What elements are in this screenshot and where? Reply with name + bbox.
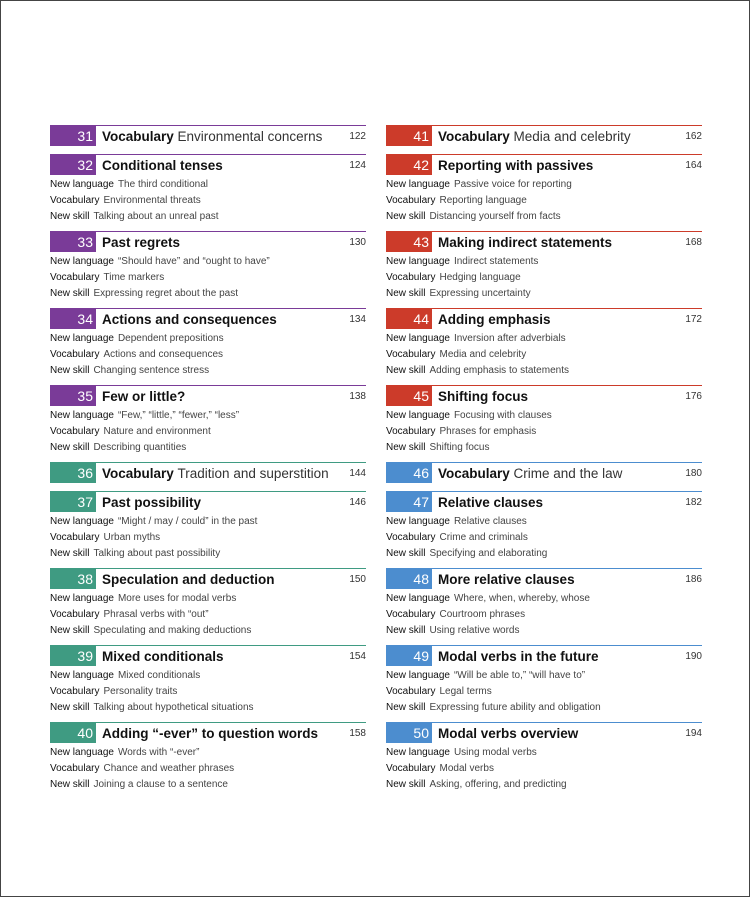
page-number: 168 <box>685 237 702 248</box>
detail-value: Hedging language <box>439 271 521 283</box>
unit-details <box>386 177 702 224</box>
toc-entry-40[interactable] <box>50 722 366 792</box>
detail-value: Time markers <box>103 271 165 283</box>
toc-entry-header <box>386 231 702 254</box>
detail-label: New skill <box>50 287 90 299</box>
detail-line <box>386 591 702 607</box>
detail-label: New skill <box>50 210 90 222</box>
vocabulary-title <box>438 464 622 484</box>
detail-value: Speculating and making deductions <box>93 624 252 636</box>
detail-line <box>50 440 366 456</box>
detail-label: Vocabulary <box>386 762 436 774</box>
page-number: 150 <box>349 574 366 585</box>
vocabulary-topic: Tradition and superstition <box>177 466 329 481</box>
detail-line <box>50 254 366 270</box>
page-number: 194 <box>685 728 702 739</box>
detail-value: Phrasal verbs with “out” <box>103 608 209 620</box>
unit-title <box>438 724 578 744</box>
detail-line <box>386 440 702 456</box>
detail-value: Urban myths <box>103 531 161 543</box>
detail-label: New skill <box>386 547 426 559</box>
title-text: Vocabulary <box>102 466 174 481</box>
toc-entry-header <box>50 722 366 745</box>
toc-entry-47[interactable] <box>386 491 702 561</box>
detail-line <box>386 331 702 347</box>
detail-label: Vocabulary <box>50 348 100 360</box>
unit-details <box>386 745 702 792</box>
unit-number-badge: 50 <box>386 723 432 743</box>
detail-value: Phrases for emphasis <box>439 425 537 437</box>
unit-number-badge: 40 <box>50 723 96 743</box>
toc-entry-33[interactable] <box>50 231 366 301</box>
detail-value: Asking, offering, and predicting <box>429 778 567 790</box>
detail-label: Vocabulary <box>386 194 436 206</box>
detail-label: Vocabulary <box>386 271 436 283</box>
detail-line <box>386 546 702 562</box>
title-text: Relative clauses <box>438 495 544 510</box>
toc-entry-header <box>50 231 366 254</box>
detail-value: “Few,” “little,” “fewer,” “less” <box>117 410 240 421</box>
unit-details <box>50 408 366 455</box>
page-number: 138 <box>349 391 366 402</box>
unit-title <box>102 647 224 667</box>
title-text: Shifting focus <box>438 389 528 404</box>
detail-label: New language <box>50 593 114 604</box>
toc-entry-48[interactable] <box>386 568 702 638</box>
toc-entry-35[interactable] <box>50 385 366 455</box>
detail-label: New skill <box>50 441 90 453</box>
detail-label: New language <box>386 410 450 421</box>
unit-details <box>386 514 702 561</box>
detail-label: New language <box>386 256 450 267</box>
detail-label: Vocabulary <box>50 531 100 543</box>
detail-label: New skill <box>50 547 90 559</box>
detail-line <box>386 530 702 546</box>
detail-value: Shifting focus <box>429 441 490 453</box>
toc-entry-41[interactable] <box>386 125 702 148</box>
toc-entry-49[interactable] <box>386 645 702 715</box>
unit-number-badge: 37 <box>50 492 96 512</box>
page-number: 172 <box>685 314 702 325</box>
unit-details <box>50 331 366 378</box>
detail-value: Mixed conditionals <box>117 670 201 681</box>
unit-details <box>50 745 366 792</box>
detail-label: New language <box>386 516 450 527</box>
detail-value: Expressing future ability and obligation <box>429 701 601 713</box>
vocabulary-title <box>102 127 322 147</box>
title-text: Few or little? <box>102 389 186 404</box>
detail-value: “Will be able to,” “will have to” <box>453 670 586 681</box>
unit-number-badge: 33 <box>50 232 96 252</box>
unit-title <box>438 233 612 253</box>
page-number: 176 <box>685 391 702 402</box>
title-text: Making indirect statements <box>438 235 613 250</box>
page-number: 124 <box>349 160 366 171</box>
detail-label: New skill <box>50 701 90 713</box>
unit-details <box>386 254 702 301</box>
detail-label: Vocabulary <box>386 348 436 360</box>
unit-title <box>102 724 318 744</box>
toc-entry-43[interactable] <box>386 231 702 301</box>
detail-line <box>50 668 366 684</box>
title-text: Conditional tenses <box>102 158 223 173</box>
detail-label: New skill <box>386 210 426 222</box>
toc-entry-header <box>386 722 702 745</box>
detail-label: Vocabulary <box>50 425 100 437</box>
detail-line <box>50 777 366 793</box>
detail-value: “Might / may / could” in the past <box>117 516 258 527</box>
detail-line <box>50 193 366 209</box>
detail-line <box>386 209 702 225</box>
detail-value: Describing quantities <box>93 441 187 453</box>
detail-value: Crime and criminals <box>439 531 528 543</box>
unit-title <box>102 310 277 330</box>
unit-title <box>102 387 185 407</box>
detail-value: Changing sentence stress <box>93 364 210 376</box>
detail-label: New language <box>386 670 450 681</box>
detail-value: Inversion after adverbials <box>453 333 566 344</box>
detail-value: Where, when, whereby, whose <box>453 593 590 604</box>
detail-line <box>386 607 702 623</box>
detail-value: Legal terms <box>439 685 492 697</box>
detail-line <box>50 530 366 546</box>
detail-value: Distancing yourself from facts <box>429 210 561 222</box>
unit-number-badge: 34 <box>50 309 96 329</box>
unit-number-badge: 46 <box>386 463 432 483</box>
detail-line <box>50 700 366 716</box>
unit-details <box>386 331 702 378</box>
toc-entry-34[interactable] <box>50 308 366 378</box>
toc-entry-44[interactable] <box>386 308 702 378</box>
detail-line <box>386 745 702 761</box>
detail-value: Chance and weather phrases <box>103 762 235 774</box>
unit-number-badge: 38 <box>50 569 96 589</box>
toc-entry-46[interactable] <box>386 462 702 485</box>
detail-label: New skill <box>386 701 426 713</box>
page-number: 162 <box>685 131 702 142</box>
toc-entry-header <box>386 308 702 331</box>
toc-entry-header <box>50 308 366 331</box>
unit-number-badge: 32 <box>50 155 96 175</box>
detail-line <box>386 347 702 363</box>
unit-number-badge: 36 <box>50 463 96 483</box>
toc-entry-38[interactable] <box>50 568 366 638</box>
detail-label: New language <box>386 333 450 344</box>
toc-entry-header <box>50 385 366 408</box>
detail-label: Vocabulary <box>50 194 100 206</box>
detail-value: The third conditional <box>117 179 208 190</box>
detail-label: Vocabulary <box>386 685 436 697</box>
detail-value: Talking about an unreal past <box>93 210 219 222</box>
detail-line <box>50 347 366 363</box>
detail-line <box>50 177 366 193</box>
detail-line <box>50 761 366 777</box>
detail-label: New language <box>50 256 114 267</box>
detail-line <box>50 514 366 530</box>
detail-line <box>386 761 702 777</box>
unit-number-badge: 39 <box>50 646 96 666</box>
title-text: Modal verbs in the future <box>438 649 599 664</box>
vocabulary-topic: Environmental concerns <box>177 129 323 144</box>
detail-line <box>386 777 702 793</box>
detail-label: Vocabulary <box>50 608 100 620</box>
detail-value: Talking about past possibility <box>93 547 221 559</box>
toc-entry-45[interactable] <box>386 385 702 455</box>
toc-entry-header <box>50 491 366 514</box>
detail-value: Talking about hypothetical situations <box>93 701 254 713</box>
toc-entry-header <box>50 568 366 591</box>
detail-label: New skill <box>386 364 426 376</box>
detail-value: Using relative words <box>429 624 520 636</box>
detail-value: Nature and environment <box>103 425 211 437</box>
detail-line <box>386 286 702 302</box>
detail-line <box>386 623 702 639</box>
title-text: Vocabulary <box>438 129 510 144</box>
unit-number-badge: 45 <box>386 386 432 406</box>
detail-line <box>386 270 702 286</box>
toc-entry-32[interactable] <box>50 154 366 224</box>
toc-entry-header <box>386 154 702 177</box>
page-number: 182 <box>685 497 702 508</box>
detail-line <box>50 270 366 286</box>
toc-entry-header <box>50 125 366 148</box>
detail-value: More uses for modal verbs <box>117 593 237 604</box>
detail-label: New skill <box>50 778 90 790</box>
page-number: 134 <box>349 314 366 325</box>
detail-value: Modal verbs <box>439 762 494 774</box>
vocabulary-topic: Media and celebrity <box>513 129 631 144</box>
unit-number-badge: 31 <box>50 126 96 146</box>
unit-number-badge: 49 <box>386 646 432 666</box>
detail-value: Media and celebrity <box>439 348 527 360</box>
detail-label: New skill <box>386 441 426 453</box>
unit-title <box>438 570 575 590</box>
detail-label: Vocabulary <box>50 685 100 697</box>
detail-value: Expressing regret about the past <box>93 287 238 299</box>
toc-entry-header <box>386 462 702 485</box>
detail-value: Relative clauses <box>453 516 527 527</box>
unit-details <box>386 591 702 638</box>
toc-entry-42[interactable] <box>386 154 702 224</box>
unit-title <box>102 570 275 590</box>
detail-label: Vocabulary <box>50 762 100 774</box>
toc-entry-header <box>386 568 702 591</box>
page-number: 144 <box>349 468 366 479</box>
title-text: More relative clauses <box>438 572 575 587</box>
detail-value: Personality traits <box>103 685 178 697</box>
detail-line <box>50 546 366 562</box>
detail-line <box>50 424 366 440</box>
title-text: Vocabulary <box>102 129 174 144</box>
detail-line <box>386 700 702 716</box>
toc-entry-header <box>386 385 702 408</box>
detail-line <box>50 286 366 302</box>
detail-label: Vocabulary <box>50 271 100 283</box>
detail-label: New language <box>50 747 114 758</box>
title-text: Vocabulary <box>438 466 510 481</box>
detail-label: New language <box>386 593 450 604</box>
detail-line <box>50 745 366 761</box>
page-number: 190 <box>685 651 702 662</box>
detail-line <box>386 424 702 440</box>
detail-value: “Should have” and “ought to have” <box>117 256 270 267</box>
unit-details <box>50 668 366 715</box>
detail-value: Adding emphasis to statements <box>429 364 569 376</box>
detail-value: Dependent prepositions <box>117 333 224 344</box>
unit-number-badge: 42 <box>386 155 432 175</box>
detail-line <box>386 408 702 424</box>
title-text: Adding “-ever” to question words <box>102 726 319 741</box>
detail-label: Vocabulary <box>386 531 436 543</box>
detail-line <box>50 209 366 225</box>
unit-number-badge: 43 <box>386 232 432 252</box>
page-number: 158 <box>349 728 366 739</box>
toc-entry-header <box>386 491 702 514</box>
detail-line <box>386 177 702 193</box>
toc-entry-header <box>386 125 702 148</box>
detail-label: New skill <box>386 287 426 299</box>
detail-value: Passive voice for reporting <box>453 179 572 190</box>
detail-value: Reporting language <box>439 194 527 206</box>
title-text: Speculation and deduction <box>102 572 275 587</box>
unit-number-badge: 44 <box>386 309 432 329</box>
unit-title <box>438 647 599 667</box>
toc-entry-37[interactable] <box>50 491 366 561</box>
detail-line <box>386 668 702 684</box>
detail-label: New language <box>50 670 114 681</box>
detail-label: New language <box>386 747 450 758</box>
page-number: 154 <box>349 651 366 662</box>
page-number: 146 <box>349 497 366 508</box>
unit-details <box>50 177 366 224</box>
page-number: 164 <box>685 160 702 171</box>
detail-label: New language <box>50 333 114 344</box>
detail-value: Expressing uncertainty <box>429 287 531 299</box>
detail-label: Vocabulary <box>386 425 436 437</box>
detail-value: Joining a clause to a sentence <box>93 778 228 790</box>
detail-label: New skill <box>50 364 90 376</box>
unit-title <box>102 156 223 176</box>
detail-value: Words with “-ever” <box>117 747 200 758</box>
unit-title <box>438 156 593 176</box>
toc-entry-header <box>50 645 366 668</box>
detail-value: Environmental threats <box>103 194 201 206</box>
detail-line <box>50 408 366 424</box>
detail-label: New language <box>50 410 114 421</box>
vocabulary-title <box>102 464 329 484</box>
detail-line <box>50 331 366 347</box>
unit-details <box>386 668 702 715</box>
toc-entry-header <box>386 645 702 668</box>
unit-title <box>438 493 543 513</box>
unit-number-badge: 41 <box>386 126 432 146</box>
title-text: Adding emphasis <box>438 312 551 327</box>
detail-line <box>386 684 702 700</box>
detail-line <box>50 623 366 639</box>
unit-details <box>50 514 366 561</box>
toc-entry-header <box>50 462 366 485</box>
detail-value: Specifying and elaborating <box>429 547 548 559</box>
toc-entry-header <box>50 154 366 177</box>
detail-value: Courtroom phrases <box>439 608 526 620</box>
detail-label: New language <box>50 516 114 527</box>
vocabulary-title <box>438 127 631 147</box>
page-number: 130 <box>349 237 366 248</box>
unit-title <box>102 233 180 253</box>
unit-details <box>386 408 702 455</box>
toc-entry-50[interactable] <box>386 722 702 792</box>
page-number: 186 <box>685 574 702 585</box>
unit-number-badge: 47 <box>386 492 432 512</box>
detail-label: New skill <box>386 624 426 636</box>
unit-title <box>102 493 201 513</box>
title-text: Past possibility <box>102 495 202 510</box>
detail-line <box>386 193 702 209</box>
detail-label: New skill <box>386 778 426 790</box>
unit-number-badge: 48 <box>386 569 432 589</box>
title-text: Reporting with passives <box>438 158 594 173</box>
unit-details <box>50 591 366 638</box>
detail-line <box>50 684 366 700</box>
page-number: 122 <box>349 131 366 142</box>
title-text: Past regrets <box>102 235 181 250</box>
toc-entry-39[interactable] <box>50 645 366 715</box>
vocabulary-topic: Crime and the law <box>513 466 623 481</box>
unit-details <box>50 254 366 301</box>
page-number: 180 <box>685 468 702 479</box>
detail-value: Indirect statements <box>453 256 539 267</box>
detail-label: Vocabulary <box>386 608 436 620</box>
title-text: Modal verbs overview <box>438 726 579 741</box>
title-text: Actions and consequences <box>102 312 277 327</box>
detail-value: Using modal verbs <box>453 747 537 758</box>
toc-entry-31[interactable] <box>50 125 366 148</box>
detail-line <box>386 514 702 530</box>
detail-label: New language <box>50 179 114 190</box>
detail-line <box>50 363 366 379</box>
detail-line <box>50 607 366 623</box>
detail-label: New skill <box>50 624 90 636</box>
toc-entry-36[interactable] <box>50 462 366 485</box>
unit-title <box>438 387 528 407</box>
unit-number-badge: 35 <box>50 386 96 406</box>
detail-label: New language <box>386 179 450 190</box>
detail-value: Actions and consequences <box>103 348 224 360</box>
unit-title <box>438 310 551 330</box>
detail-line <box>386 363 702 379</box>
detail-line <box>386 254 702 270</box>
detail-line <box>50 591 366 607</box>
detail-value: Focusing with clauses <box>453 410 552 421</box>
title-text: Mixed conditionals <box>102 649 224 664</box>
